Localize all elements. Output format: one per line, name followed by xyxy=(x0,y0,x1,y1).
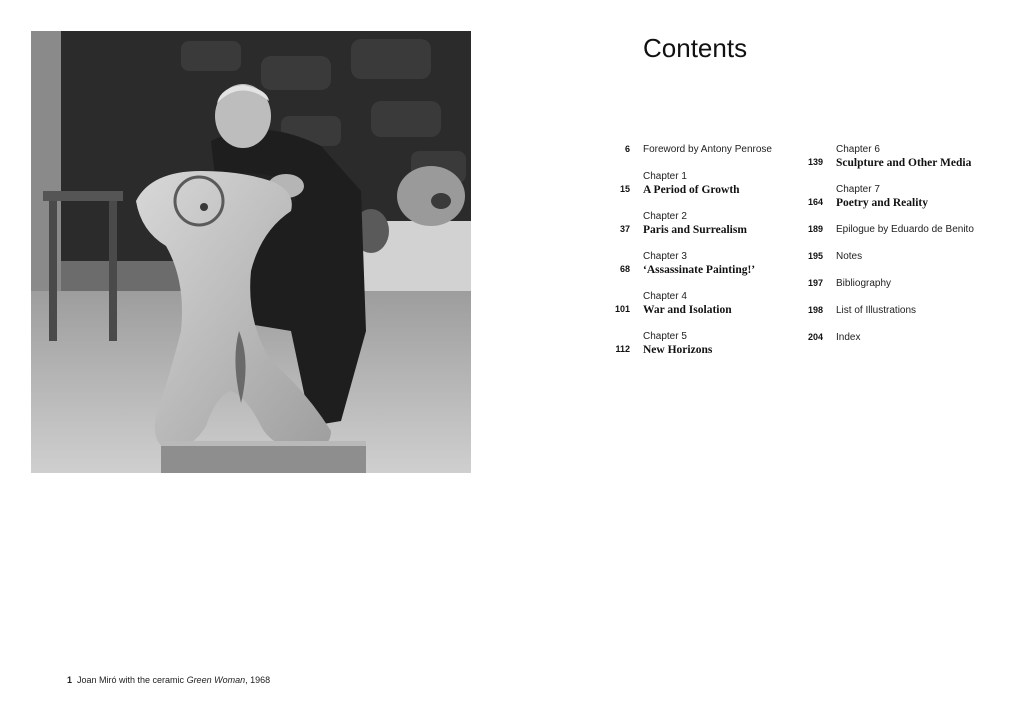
toc-entry-chapter-2[interactable] xyxy=(600,210,800,250)
photo-caption xyxy=(67,675,270,685)
toc-entry-title: Foreword by Antony Penrose xyxy=(643,144,772,155)
toc-page-number: 204 xyxy=(807,332,823,342)
toc-page-number: 164 xyxy=(807,197,823,207)
toc-page-number: 198 xyxy=(807,305,823,315)
toc-page-number: 101 xyxy=(614,304,630,314)
toc-entry-title: Notes xyxy=(836,251,863,262)
toc-entry-chapter-4[interactable] xyxy=(600,290,800,330)
toc-chapter-label: Chapter 6 xyxy=(836,144,880,155)
toc-page-number: 197 xyxy=(807,278,823,288)
toc-entry-title: Epilogue by Eduardo de Benito xyxy=(836,224,974,235)
toc-left-column xyxy=(600,143,800,370)
photograph-miro-sculpture xyxy=(31,31,471,473)
toc-entry-epilogue[interactable] xyxy=(795,223,1010,250)
toc-entry-title: Bibliography xyxy=(836,278,892,289)
toc-entry-notes[interactable] xyxy=(795,250,1010,277)
toc-entry-index[interactable] xyxy=(795,331,1010,358)
toc-chapter-title: War and Isolation xyxy=(643,304,732,316)
toc-entry-chapter-7[interactable] xyxy=(795,183,1010,223)
toc-chapter-title: ‘Assassinate Painting!’ xyxy=(643,264,756,276)
toc-chapter-label: Chapter 7 xyxy=(836,184,880,195)
toc-chapter-title: Paris and Surrealism xyxy=(643,224,747,236)
toc-entry-bibliography[interactable] xyxy=(795,277,1010,304)
toc-page-number: 112 xyxy=(615,344,630,354)
toc-chapter-title: Sculpture and Other Media xyxy=(836,157,972,169)
contents-heading: Contents xyxy=(643,33,748,63)
toc-entry-foreword[interactable] xyxy=(600,143,800,170)
toc-page-number: 68 xyxy=(619,264,630,274)
toc-page-number: 15 xyxy=(619,184,630,194)
toc-chapter-label: Chapter 5 xyxy=(643,331,687,342)
toc-chapter-title: Poetry and Reality xyxy=(836,197,928,209)
caption-year: , 1968 xyxy=(245,675,271,685)
toc-entry-title: List of Illustrations xyxy=(836,305,917,316)
caption-artwork-title: Green Woman xyxy=(186,675,246,685)
toc-entry-chapter-1[interactable] xyxy=(600,170,800,210)
toc-chapter-label: Chapter 1 xyxy=(643,171,687,182)
toc-entry-chapter-5[interactable] xyxy=(600,330,800,370)
caption-number: 1 xyxy=(67,675,73,685)
toc-page-number: 37 xyxy=(619,224,630,234)
toc-chapter-title: New Horizons xyxy=(643,344,713,356)
toc-entry-chapter-3[interactable] xyxy=(600,250,800,290)
toc-right-column xyxy=(795,143,1010,358)
toc-entry-list-of-illustrations[interactable] xyxy=(795,304,1010,331)
toc-entry-chapter-6[interactable] xyxy=(795,143,1010,183)
toc-page-number: 6 xyxy=(624,144,630,154)
toc-entry-title: Index xyxy=(836,332,861,343)
toc-chapter-title: A Period of Growth xyxy=(643,184,740,196)
toc-page-number: 195 xyxy=(807,251,823,261)
toc-page-number: 139 xyxy=(807,157,823,167)
caption-text: Joan Miró with the ceramic xyxy=(77,675,187,685)
toc-chapter-label: Chapter 3 xyxy=(643,251,687,262)
toc-page-number: 189 xyxy=(807,224,823,234)
toc-chapter-label: Chapter 4 xyxy=(643,291,687,302)
toc-chapter-label: Chapter 2 xyxy=(643,211,687,222)
